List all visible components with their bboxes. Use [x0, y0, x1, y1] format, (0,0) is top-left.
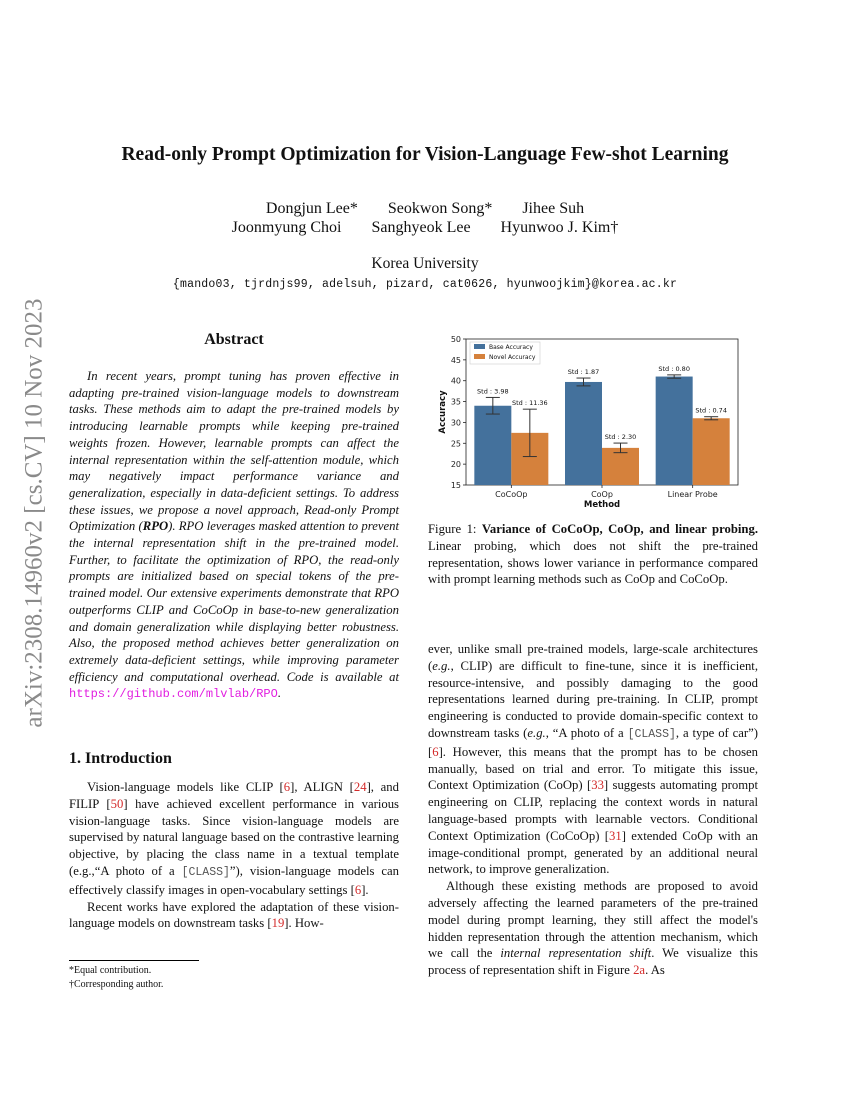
footnote: †Corresponding author.	[69, 979, 164, 990]
std-label: Std : 1.87	[567, 368, 600, 377]
x-tick-label: CoOp	[591, 490, 613, 499]
citation-link[interactable]: 31	[609, 828, 622, 843]
author: Sanghyeok Lee	[371, 219, 471, 236]
y-tick-label: 50	[450, 335, 461, 344]
citation-link[interactable]: 33	[591, 778, 604, 793]
std-label: Std : 3.98	[477, 387, 509, 396]
arxiv-identifier: arXiv:2308.14960v2 [cs.CV] 10 Nov 2023	[21, 298, 49, 728]
right-column-body: ever, unlike small pre-trained models, large-scale architectures (e.g., CLIP) are difficult to fine-tune, since it is inefficient, resource-intensive, and possibly damaging to the good representations learned during pre-training. In CLIP, prompt engineering is conducted to provide domain-specific context to downstream tasks (e.g., “A photo of a [CLASS], a type of car”) [6]. However, this means that the prompt has to be chosen manually, based on trial and error. To mitigate this issue, Context Optimization (CoOp) [33] suggests automating prompt engineering on CLIP, replacing the context words in natural language-based prompts with learnable vectors. Conditional Context Optimization (CoCoOp) [31] extended CoOp with an image-conditional prompt, generated by an additional neural network, to improve generalization. Although these existing methods are proposed to avoid adversely affecting the learned parameters of the pre-trained model during prompt learning, they still affect the model's hidden representation through the attention mechanism, which we call the internal representation shift. We visualize this process of representation shift in Figure 2a. As	[428, 642, 758, 978]
figure-caption: Figure 1: Variance of CoCoOp, CoOp, and linear probing. Linear probing, which does not shift the pre-trained representation, shows lower variance in performance compared with prompt learning methods such as CoOp and CoCoOp.	[428, 522, 758, 587]
citation-link[interactable]: 6	[432, 744, 439, 759]
section-heading-introduction: 1. Introduction	[69, 750, 172, 767]
paper-title: Read-only Prompt Optimization for Vision-Language Few-shot Learning	[121, 144, 729, 165]
y-tick-label: 45	[450, 355, 461, 365]
x-tick-label: CoCoOp	[495, 490, 528, 499]
figure-link[interactable]: 2a	[633, 963, 646, 978]
std-label: Std : 0.80	[658, 364, 690, 373]
citation-link[interactable]: 19	[271, 916, 285, 931]
x-tick-label: Linear Probe	[667, 490, 718, 499]
citation-link[interactable]: 6	[283, 780, 291, 794]
affiliation: Korea University	[371, 255, 479, 272]
author: Hyunwoo J. Kim†	[500, 219, 619, 236]
citation-link[interactable]: 50	[110, 796, 124, 811]
y-tick-label: 25	[450, 439, 461, 449]
abstract-body: In recent years, prompt tuning has proven effective in adapting pre-trained vision-language models to downstream tasks. These methods aim to adapt the pre-trained models by introducing learnable prompts while keeping pre-trained weights frozen. However, learnable prompts can affect the internal representation within the self-attention module, which may negatively impact performance variance and generalization, especially in data-deficient settings. To address these issues, we propose a novel approach, Read-only Prompt Optimization (RPO). RPO leverages masked attention to prevent the internal representation shift in the pre-trained model. Further, to facilitate the optimization of RPO, the read-only prompts are initialized based on special tokens of the pre-trained model. Our extensive experiments demonstrate that RPO outperforms CLIP and CoCoOp in base-to-new generalization and domain generalization while displaying better robustness. Also, the proposed method achieves better generalization on extremely data-deficient settings, while improving parameter efficiency and computational overhead. Code is available at https://github.com/mlvlab/RPO.	[69, 369, 399, 702]
std-label: Std : 11.36	[511, 399, 548, 408]
y-tick-label: 30	[450, 418, 461, 428]
author-emails: {mando03, tjrdnjs99, adelsuh, pizard, cat0626, hyunwoojkim}@korea.ac.kr	[172, 278, 678, 291]
footnote-rule	[69, 960, 199, 961]
bar-base-accuracy	[656, 377, 693, 485]
legend-label: Base Accuracy	[489, 344, 533, 351]
introduction-body: Vision-language models like CLIP [6], ALIGN [24], and FILIP [50] have achieved excellent performance in various vision-language tasks. Since vision-language models are supervised by natural language based on the contrastive learning objective, by placing the class name in a textual template (e.g.,“A photo of a [CLASS]”), vision-language models can effectively classify images in open-vocabulary settings [6]. Recent works have explored the adaptation of these vision-language models on downstream tasks [19]. How-	[69, 780, 399, 931]
x-axis-label: Method	[583, 500, 621, 510]
std-label: Std : 0.74	[695, 406, 727, 415]
bar-novel-accuracy	[602, 448, 639, 485]
y-tick-label: 35	[450, 397, 461, 407]
footnote: *Equal contribution.	[69, 965, 152, 976]
citation-link[interactable]: 6	[354, 882, 362, 897]
citation-link[interactable]: 24	[353, 780, 367, 794]
bar-novel-accuracy	[693, 418, 730, 485]
footnotes	[69, 960, 399, 992]
author: Dongjun Lee*	[265, 200, 358, 217]
abstract-heading: Abstract	[204, 331, 264, 348]
chart-svg	[435, 330, 753, 510]
legend-label: Novel Accuracy	[489, 354, 536, 361]
std-label: Std : 2.30	[604, 433, 637, 442]
bar-base-accuracy	[565, 382, 602, 485]
y-axis-label: Accuracy	[438, 390, 448, 434]
legend-swatch	[474, 354, 485, 359]
author: Joonmyung Choi	[231, 219, 342, 236]
legend-swatch	[474, 344, 485, 349]
author: Seokwon Song*	[387, 200, 493, 217]
y-tick-label: 40	[450, 376, 461, 386]
y-tick-label: 20	[450, 460, 461, 470]
author: Jihee Suh	[522, 200, 585, 217]
authors-row-2	[0, 219, 850, 237]
variance-bar-chart	[435, 330, 753, 510]
authors-row-1	[0, 200, 850, 218]
y-tick-label: 15	[450, 481, 461, 490]
bar-base-accuracy	[474, 406, 511, 485]
code-link[interactable]: https://github.com/mlvlab/RPO	[69, 687, 278, 702]
